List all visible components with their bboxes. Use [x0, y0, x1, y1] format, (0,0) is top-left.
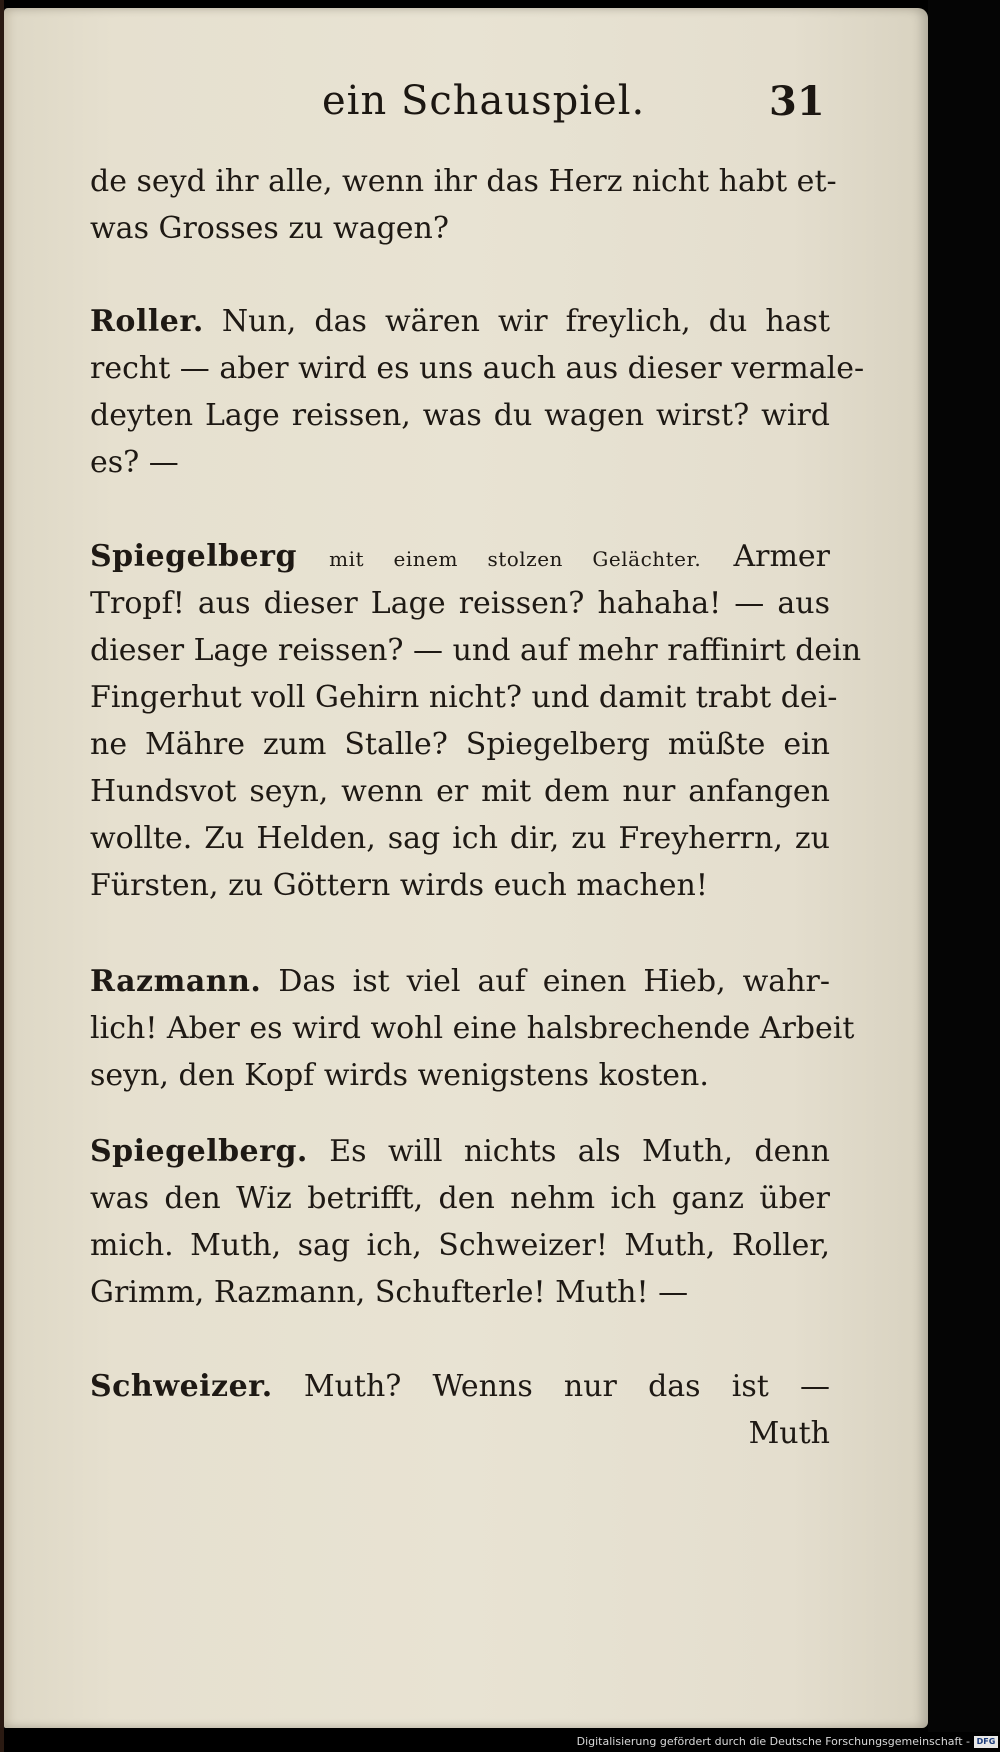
- text-line: Grimm, Razmann, Schufterle! Muth! —: [90, 1275, 689, 1310]
- text-line: wollte. Zu Helden, sag ich dir, zu Freyherrn, zu: [90, 821, 830, 856]
- book-page: [4, 8, 928, 1728]
- digitization-footer: [576, 1732, 1000, 1752]
- text-line: es? —: [90, 445, 179, 480]
- text-line: recht — aber wird es uns auch aus dieser vermale-: [90, 351, 865, 386]
- text-line: Spiegelberg. Es will nichts als Muth, denn: [90, 1134, 830, 1169]
- speaker-name: Roller.: [90, 304, 204, 339]
- footer-text: Digitalisierung gefördert durch die Deutsche Forschungsgemeinschaft -: [576, 1735, 970, 1748]
- text-line: Tropf! aus dieser Lage reissen? hahaha! — aus: [90, 586, 830, 621]
- text-line: Roller. Nun, das wären wir freylich, du hast: [90, 304, 830, 339]
- running-head: ein Schauspiel.: [322, 78, 646, 124]
- speaker-name: Spiegelberg.: [90, 1134, 308, 1169]
- text-line: was den Wiz betrifft, den nehm ich ganz über: [90, 1181, 830, 1216]
- text-line: Spiegelberg mit einem stolzen Gelächter. Armer: [90, 539, 830, 574]
- text-line: Schweizer. Muth? Wenns nur das ist —: [90, 1369, 830, 1404]
- text-line: dieser Lage reissen? — und auf mehr raffinirt dein: [90, 633, 862, 668]
- text-line: Razmann. Das ist viel auf einen Hieb, wahr-: [90, 964, 830, 999]
- text-line: de seyd ihr alle, wenn ihr das Herz nicht habt et-: [90, 164, 837, 199]
- text-line: Hundsvot seyn, wenn er mit dem nur anfangen: [90, 774, 830, 809]
- text-line: ne Mähre zum Stalle? Spiegelberg müßte ein: [90, 727, 830, 762]
- scan-background: [928, 0, 1000, 1752]
- dfg-logo: DFG: [974, 1736, 998, 1748]
- text-line: seyn, den Kopf wirds wenigstens kosten.: [90, 1058, 709, 1093]
- speaker-name: Schweizer.: [90, 1369, 273, 1404]
- speech-spiegelberg-1: [90, 533, 862, 909]
- stage-direction: mit einem stolzen Gelächter.: [329, 547, 702, 571]
- speech-schweizer: [90, 1363, 830, 1457]
- text-line: lich! Aber es wird wohl eine halsbrechende Arbeit: [90, 1011, 855, 1046]
- page-header: [4, 70, 928, 140]
- text-line: deyten Lage reissen, was du wagen wirst? wird: [90, 398, 830, 433]
- text-line: Fingerhut voll Gehirn nicht? und damit trabt dei-: [90, 680, 838, 715]
- speaker-name: Spiegelberg: [90, 539, 297, 574]
- catchword: Muth: [748, 1416, 830, 1451]
- speech-roller: [90, 298, 865, 486]
- speaker-name: Razmann.: [90, 964, 262, 999]
- text-line: Fürsten, zu Göttern wirds euch machen!: [90, 868, 708, 903]
- paragraph-continuation: [90, 158, 837, 252]
- page-number: 31: [769, 78, 825, 125]
- speech-razmann: [90, 958, 855, 1099]
- text-line: mich. Muth, sag ich, Schweizer! Muth, Roller,: [90, 1228, 830, 1263]
- text-line: was Grosses zu wagen?: [90, 211, 449, 246]
- speech-spiegelberg-2: [90, 1128, 830, 1316]
